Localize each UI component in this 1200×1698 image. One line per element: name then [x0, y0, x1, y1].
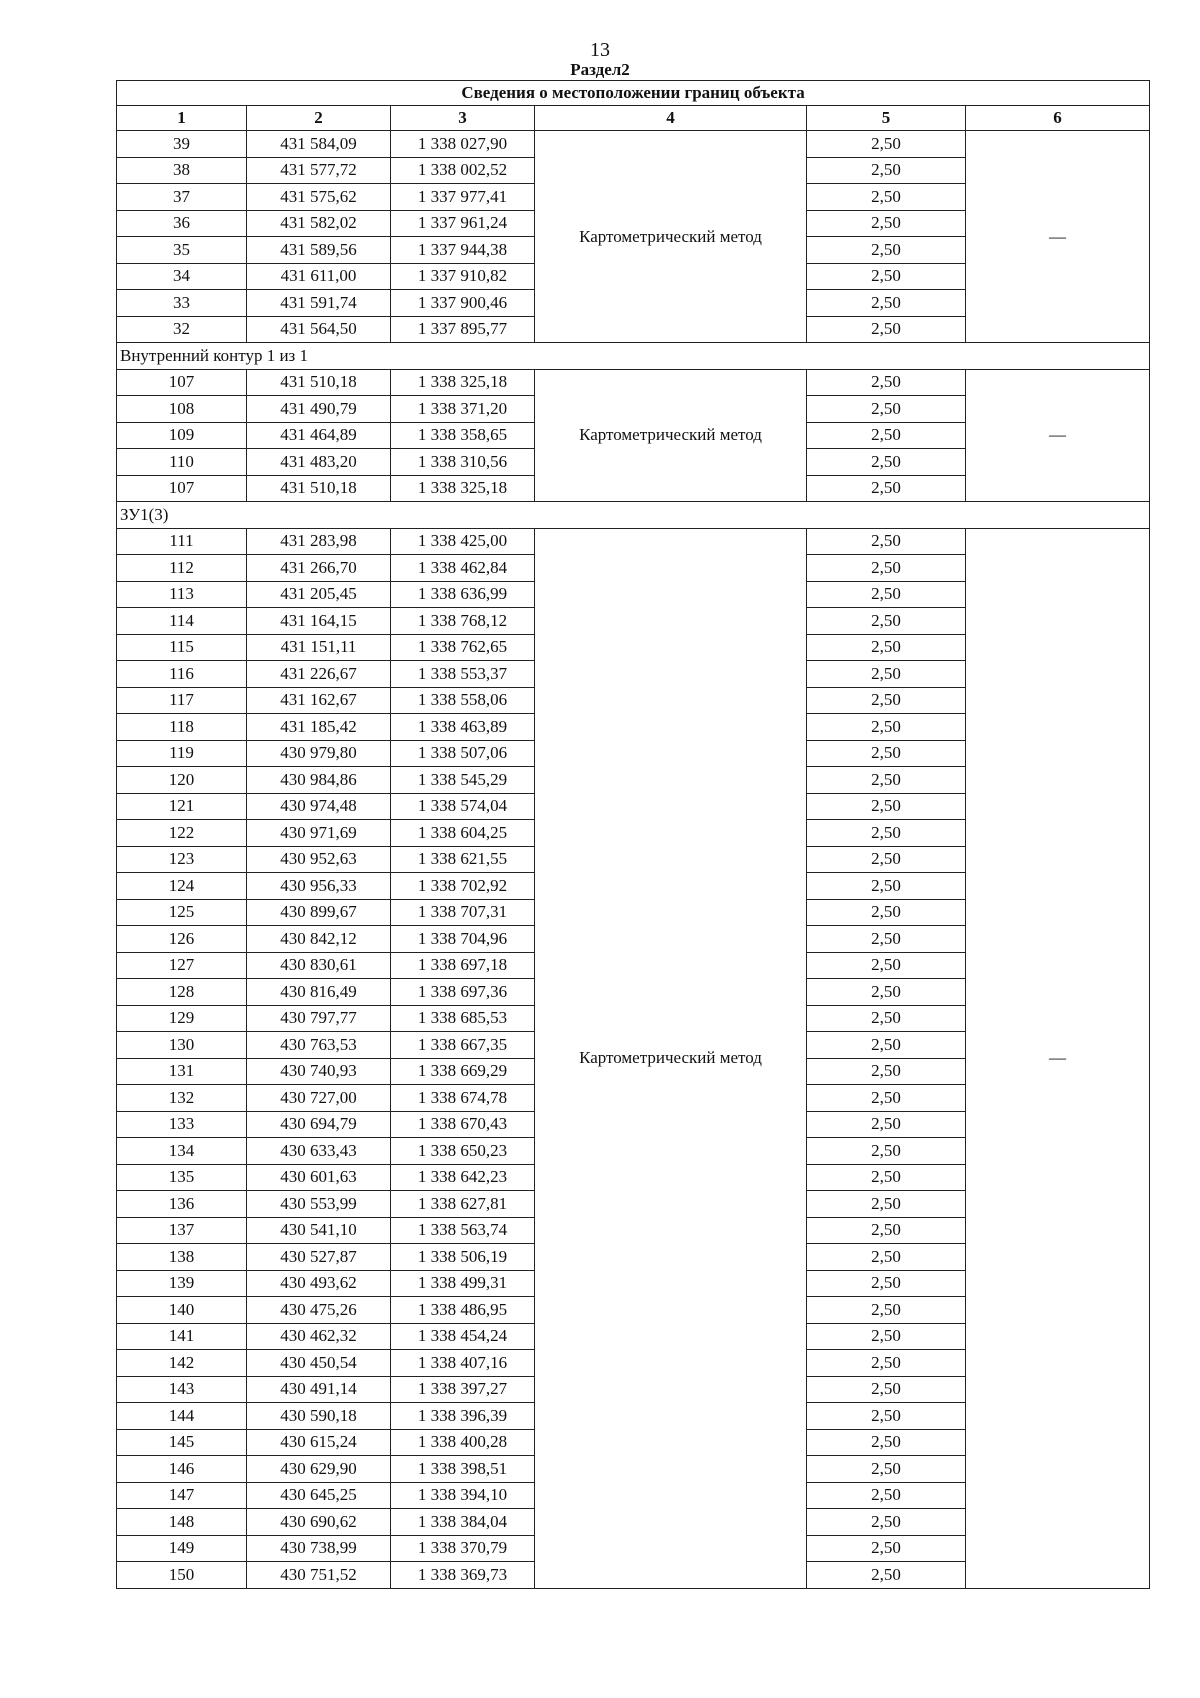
coordinate-x: 430 462,32	[247, 1323, 391, 1350]
coordinate-x: 430 694,79	[247, 1111, 391, 1138]
point-number: 144	[117, 1403, 247, 1430]
point-number: 150	[117, 1562, 247, 1589]
point-number: 34	[117, 263, 247, 290]
point-number: 140	[117, 1297, 247, 1324]
point-number: 133	[117, 1111, 247, 1138]
accuracy-value: 2,50	[807, 184, 966, 211]
coordinate-x: 431 266,70	[247, 555, 391, 582]
point-number: 36	[117, 210, 247, 237]
point-number: 121	[117, 793, 247, 820]
table-body	[117, 81, 1150, 1589]
accuracy-value: 2,50	[807, 1535, 966, 1562]
coordinate-x: 430 816,49	[247, 979, 391, 1006]
coordinate-x: 430 751,52	[247, 1562, 391, 1589]
accuracy-value: 2,50	[807, 581, 966, 608]
point-number: 147	[117, 1482, 247, 1509]
accuracy-value: 2,50	[807, 1482, 966, 1509]
accuracy-value: 2,50	[807, 475, 966, 502]
accuracy-value: 2,50	[807, 369, 966, 396]
point-number: 111	[117, 528, 247, 555]
point-number: 126	[117, 926, 247, 953]
point-number: 141	[117, 1323, 247, 1350]
coordinate-x: 431 577,72	[247, 157, 391, 184]
coordinate-y: 1 338 545,29	[391, 767, 535, 794]
coordinate-x: 430 979,80	[247, 740, 391, 767]
point-number: 149	[117, 1535, 247, 1562]
coordinate-y: 1 338 704,96	[391, 926, 535, 953]
coordinate-x: 431 611,00	[247, 263, 391, 290]
coordinate-y: 1 338 325,18	[391, 475, 535, 502]
coordinate-x: 430 527,87	[247, 1244, 391, 1271]
column-header-2: 2	[247, 106, 391, 131]
point-number: 135	[117, 1164, 247, 1191]
coordinate-x: 430 553,99	[247, 1191, 391, 1218]
accuracy-value: 2,50	[807, 1244, 966, 1271]
coordinate-x: 431 151,11	[247, 634, 391, 661]
accuracy-value: 2,50	[807, 1297, 966, 1324]
coordinate-y: 1 337 944,38	[391, 237, 535, 264]
accuracy-value: 2,50	[807, 422, 966, 449]
coordinate-y: 1 338 667,35	[391, 1032, 535, 1059]
point-number: 130	[117, 1032, 247, 1059]
contour-name-row	[117, 502, 1150, 529]
point-number: 35	[117, 237, 247, 264]
column-header-row	[117, 106, 1150, 131]
accuracy-value: 2,50	[807, 1138, 966, 1165]
coordinate-x: 431 584,09	[247, 131, 391, 158]
coordinate-x: 430 601,63	[247, 1164, 391, 1191]
point-number: 120	[117, 767, 247, 794]
table-row	[117, 131, 1150, 158]
coordinate-y: 1 338 454,24	[391, 1323, 535, 1350]
coordinate-x: 430 493,62	[247, 1270, 391, 1297]
coordinate-y: 1 338 358,65	[391, 422, 535, 449]
coordinate-x: 430 633,43	[247, 1138, 391, 1165]
coordinate-y: 1 338 384,04	[391, 1509, 535, 1536]
point-number: 124	[117, 873, 247, 900]
coordinate-x: 430 727,00	[247, 1085, 391, 1112]
coordinate-y: 1 338 407,16	[391, 1350, 535, 1377]
table-caption: Сведения о местоположении границ объекта	[117, 81, 1150, 106]
accuracy-value: 2,50	[807, 290, 966, 317]
coordinate-x: 431 205,45	[247, 581, 391, 608]
point-number: 148	[117, 1509, 247, 1536]
accuracy-value: 2,50	[807, 1005, 966, 1032]
note-cell: —	[966, 131, 1150, 343]
accuracy-value: 2,50	[807, 316, 966, 343]
accuracy-value: 2,50	[807, 1429, 966, 1456]
coordinate-x: 431 575,62	[247, 184, 391, 211]
column-header-5: 5	[807, 106, 966, 131]
coordinate-y: 1 338 762,65	[391, 634, 535, 661]
coordinate-y: 1 338 400,28	[391, 1429, 535, 1456]
point-number: 129	[117, 1005, 247, 1032]
coordinate-y: 1 338 627,81	[391, 1191, 535, 1218]
column-header-1: 1	[117, 106, 247, 131]
coordinate-y: 1 338 670,43	[391, 1111, 535, 1138]
coordinate-x: 430 590,18	[247, 1403, 391, 1430]
coordinate-y: 1 338 574,04	[391, 793, 535, 820]
accuracy-value: 2,50	[807, 634, 966, 661]
coordinate-y: 1 338 002,52	[391, 157, 535, 184]
point-number: 113	[117, 581, 247, 608]
accuracy-value: 2,50	[807, 1403, 966, 1430]
coordinate-x: 430 974,48	[247, 793, 391, 820]
coordinate-y: 1 338 463,89	[391, 714, 535, 741]
contour-name: ЗУ1(3)	[117, 502, 1150, 529]
coordinate-y: 1 338 558,06	[391, 687, 535, 714]
coordinate-y: 1 337 977,41	[391, 184, 535, 211]
coordinate-y: 1 338 553,37	[391, 661, 535, 688]
point-number: 114	[117, 608, 247, 635]
coordinate-x: 431 483,20	[247, 449, 391, 476]
point-number: 33	[117, 290, 247, 317]
point-number: 115	[117, 634, 247, 661]
accuracy-value: 2,50	[807, 873, 966, 900]
accuracy-value: 2,50	[807, 396, 966, 423]
coordinate-y: 1 337 961,24	[391, 210, 535, 237]
accuracy-value: 2,50	[807, 237, 966, 264]
coordinate-y: 1 338 506,19	[391, 1244, 535, 1271]
accuracy-value: 2,50	[807, 1323, 966, 1350]
point-number: 107	[117, 369, 247, 396]
page-number: 13	[590, 39, 610, 61]
accuracy-value: 2,50	[807, 1191, 966, 1218]
coordinate-y: 1 338 604,25	[391, 820, 535, 847]
accuracy-value: 2,50	[807, 767, 966, 794]
coordinate-x: 430 984,86	[247, 767, 391, 794]
coordinate-y: 1 338 398,51	[391, 1456, 535, 1483]
point-number: 116	[117, 661, 247, 688]
coordinate-x: 431 283,98	[247, 528, 391, 555]
accuracy-value: 2,50	[807, 740, 966, 767]
accuracy-value: 2,50	[807, 1111, 966, 1138]
method-cell: Картометрический метод	[535, 528, 807, 1588]
coordinate-y: 1 338 499,31	[391, 1270, 535, 1297]
point-number: 32	[117, 316, 247, 343]
coordinate-y: 1 338 370,79	[391, 1535, 535, 1562]
coordinate-x: 431 226,67	[247, 661, 391, 688]
point-number: 139	[117, 1270, 247, 1297]
point-number: 112	[117, 555, 247, 582]
point-number: 127	[117, 952, 247, 979]
method-cell: Картометрический метод	[535, 369, 807, 502]
coordinate-x: 430 491,14	[247, 1376, 391, 1403]
accuracy-value: 2,50	[807, 714, 966, 741]
coordinate-y: 1 338 621,55	[391, 846, 535, 873]
accuracy-value: 2,50	[807, 1270, 966, 1297]
coordinate-y: 1 338 563,74	[391, 1217, 535, 1244]
coordinate-x: 430 956,33	[247, 873, 391, 900]
coordinate-y: 1 338 669,29	[391, 1058, 535, 1085]
accuracy-value: 2,50	[807, 608, 966, 635]
point-number: 138	[117, 1244, 247, 1271]
coordinate-x: 431 589,56	[247, 237, 391, 264]
coordinate-x: 430 971,69	[247, 820, 391, 847]
contour-name-row	[117, 343, 1150, 370]
accuracy-value: 2,50	[807, 528, 966, 555]
accuracy-value: 2,50	[807, 687, 966, 714]
coordinate-x: 430 763,53	[247, 1032, 391, 1059]
table-row	[117, 528, 1150, 555]
point-number: 122	[117, 820, 247, 847]
accuracy-value: 2,50	[807, 1509, 966, 1536]
accuracy-value: 2,50	[807, 661, 966, 688]
coordinate-y: 1 337 910,82	[391, 263, 535, 290]
coordinate-x: 430 629,90	[247, 1456, 391, 1483]
accuracy-value: 2,50	[807, 1376, 966, 1403]
coordinate-x: 430 797,77	[247, 1005, 391, 1032]
point-number: 146	[117, 1456, 247, 1483]
coordinate-y: 1 338 310,56	[391, 449, 535, 476]
coordinate-y: 1 338 507,06	[391, 740, 535, 767]
accuracy-value: 2,50	[807, 952, 966, 979]
coordinate-y: 1 338 371,20	[391, 396, 535, 423]
point-number: 118	[117, 714, 247, 741]
table-row	[117, 369, 1150, 396]
coordinate-y: 1 337 895,77	[391, 316, 535, 343]
coordinate-x: 431 582,02	[247, 210, 391, 237]
coordinate-x: 430 740,93	[247, 1058, 391, 1085]
coordinate-x: 430 615,24	[247, 1429, 391, 1456]
coordinate-y: 1 338 397,27	[391, 1376, 535, 1403]
column-header-3: 3	[391, 106, 535, 131]
coordinate-x: 430 645,25	[247, 1482, 391, 1509]
coordinate-x: 431 490,79	[247, 396, 391, 423]
coordinate-x: 430 541,10	[247, 1217, 391, 1244]
coordinate-x: 431 564,50	[247, 316, 391, 343]
point-number: 108	[117, 396, 247, 423]
point-number: 125	[117, 899, 247, 926]
point-number: 145	[117, 1429, 247, 1456]
accuracy-value: 2,50	[807, 1456, 966, 1483]
point-number: 109	[117, 422, 247, 449]
column-header-4: 4	[535, 106, 807, 131]
contour-name: Внутренний контур 1 из 1	[117, 343, 1150, 370]
accuracy-value: 2,50	[807, 263, 966, 290]
coordinate-y: 1 338 697,36	[391, 979, 535, 1006]
accuracy-value: 2,50	[807, 1058, 966, 1085]
coordinate-y: 1 338 027,90	[391, 131, 535, 158]
coordinate-x: 430 830,61	[247, 952, 391, 979]
note-cell: —	[966, 369, 1150, 502]
point-number: 142	[117, 1350, 247, 1377]
point-number: 131	[117, 1058, 247, 1085]
coordinate-x: 431 464,89	[247, 422, 391, 449]
point-number: 134	[117, 1138, 247, 1165]
accuracy-value: 2,50	[807, 926, 966, 953]
point-number: 119	[117, 740, 247, 767]
accuracy-value: 2,50	[807, 1085, 966, 1112]
accuracy-value: 2,50	[807, 1032, 966, 1059]
point-number: 39	[117, 131, 247, 158]
coordinate-x: 430 450,54	[247, 1350, 391, 1377]
point-number: 143	[117, 1376, 247, 1403]
coordinate-x: 430 738,99	[247, 1535, 391, 1562]
coordinate-x: 431 510,18	[247, 475, 391, 502]
coordinate-y: 1 338 674,78	[391, 1085, 535, 1112]
accuracy-value: 2,50	[807, 555, 966, 582]
accuracy-value: 2,50	[807, 449, 966, 476]
point-number: 107	[117, 475, 247, 502]
coordinate-x: 430 842,12	[247, 926, 391, 953]
accuracy-value: 2,50	[807, 846, 966, 873]
coordinate-y: 1 338 369,73	[391, 1562, 535, 1589]
coordinate-y: 1 338 486,95	[391, 1297, 535, 1324]
coordinate-y: 1 338 702,92	[391, 873, 535, 900]
coordinate-y: 1 338 636,99	[391, 581, 535, 608]
coordinate-y: 1 338 707,31	[391, 899, 535, 926]
coordinate-x: 431 185,42	[247, 714, 391, 741]
coordinate-y: 1 338 650,23	[391, 1138, 535, 1165]
coordinate-y: 1 338 462,84	[391, 555, 535, 582]
coordinate-x: 430 899,67	[247, 899, 391, 926]
point-number: 136	[117, 1191, 247, 1218]
accuracy-value: 2,50	[807, 1562, 966, 1589]
coordinate-x: 431 510,18	[247, 369, 391, 396]
accuracy-value: 2,50	[807, 1164, 966, 1191]
coordinate-x: 431 591,74	[247, 290, 391, 317]
coordinate-x: 430 952,63	[247, 846, 391, 873]
accuracy-value: 2,50	[807, 1350, 966, 1377]
coordinate-y: 1 338 768,12	[391, 608, 535, 635]
point-number: 110	[117, 449, 247, 476]
coordinate-x: 430 690,62	[247, 1509, 391, 1536]
point-number: 37	[117, 184, 247, 211]
accuracy-value: 2,50	[807, 1217, 966, 1244]
note-cell: —	[966, 528, 1150, 1588]
coordinate-y: 1 338 425,00	[391, 528, 535, 555]
coordinate-y: 1 338 396,39	[391, 1403, 535, 1430]
accuracy-value: 2,50	[807, 899, 966, 926]
coordinate-y: 1 337 900,46	[391, 290, 535, 317]
boundary-coordinates-table	[116, 80, 1150, 1589]
coordinate-x: 431 162,67	[247, 687, 391, 714]
accuracy-value: 2,50	[807, 979, 966, 1006]
table-caption-row	[117, 81, 1150, 106]
coordinate-y: 1 338 394,10	[391, 1482, 535, 1509]
method-cell: Картометрический метод	[535, 131, 807, 343]
coordinate-y: 1 338 697,18	[391, 952, 535, 979]
point-number: 38	[117, 157, 247, 184]
accuracy-value: 2,50	[807, 210, 966, 237]
point-number: 132	[117, 1085, 247, 1112]
accuracy-value: 2,50	[807, 131, 966, 158]
coordinate-y: 1 338 642,23	[391, 1164, 535, 1191]
coordinate-y: 1 338 325,18	[391, 369, 535, 396]
accuracy-value: 2,50	[807, 157, 966, 184]
coordinate-y: 1 338 685,53	[391, 1005, 535, 1032]
point-number: 117	[117, 687, 247, 714]
accuracy-value: 2,50	[807, 793, 966, 820]
column-header-6: 6	[966, 106, 1150, 131]
coordinate-x: 431 164,15	[247, 608, 391, 635]
coordinate-x: 430 475,26	[247, 1297, 391, 1324]
point-number: 137	[117, 1217, 247, 1244]
point-number: 128	[117, 979, 247, 1006]
point-number: 123	[117, 846, 247, 873]
accuracy-value: 2,50	[807, 820, 966, 847]
section-title: Раздел2	[570, 60, 630, 79]
